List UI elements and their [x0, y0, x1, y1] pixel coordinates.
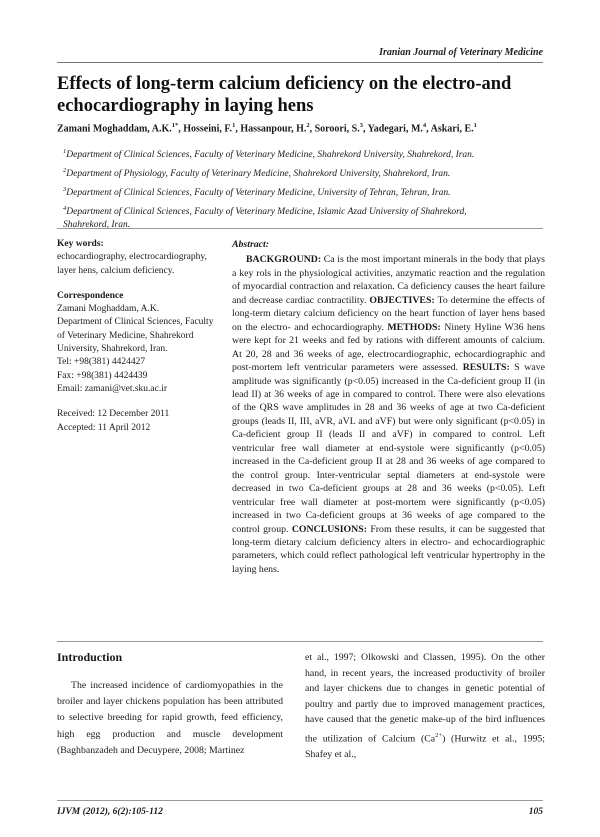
- affiliation-text: Department of Physiology, Faculty of Veterinary Medicine, Shahrekord University, Shahrekord, Iran.: [66, 169, 451, 180]
- objectives-text: To determine the effects of long-term dietary calcium deficiency on the heart function of layer hens based on the electro- and echocardiography.: [232, 294, 545, 333]
- author-sup: 1: [232, 122, 236, 129]
- abstract-body: [232, 253, 545, 576]
- page-number: 105: [528, 807, 543, 817]
- results-label: RESULTS:: [462, 362, 510, 374]
- footer-divider: [57, 800, 543, 801]
- author-name: Hosseini, F.: [183, 123, 233, 135]
- background-text: Ca is the most important minerals in the body that plays a key rols in the physiological activities, anzymatic reaction and the regulation of myocardial contraction and relaxation. Ca deficiency causes the heart failure and decrease cardiac contractility.: [232, 254, 545, 306]
- affiliation-1: [63, 145, 543, 162]
- received-date: Received: 12 December 2011: [57, 409, 170, 420]
- intro-right-text-1: et al., 1997; Olkowski and Classen, 1995). On the other hand, in recent years, the increased productivity of broiler and layer chickens due to changes in genetic potential of poultry and partly due to improved management practices, have caused that the genetic make-up of the bird influences the utilization of Calcium (Ca: [305, 652, 545, 745]
- conclusions-label: CONCLUSIONS:: [291, 523, 367, 535]
- header-divider: [57, 62, 543, 63]
- author-name: Askari, E.: [430, 123, 474, 135]
- affiliation-num: 3: [63, 186, 67, 193]
- keywords-text: echocardiography, electrocardiography, layer hens, calcium deficiency.: [57, 252, 207, 276]
- author-list: Zamani Moghaddam, A.K.$^{1*}$, Hosseini, F.$^1$, Hassanpour, H.$^2$, Soroori, S.$^3$, Yadegari, M.$^4$, Askari, E.$^1$: [57, 122, 477, 135]
- correspondence-label: Correspondence: [57, 290, 124, 301]
- author-name: Yadegari, M.: [367, 123, 423, 135]
- introduction-continued: [305, 650, 545, 762]
- correspondence-address: Department of Clinical Sciences, Faculty of Veterinary Medicine, Shahrekord University, Shahrekord, Iran.: [57, 317, 214, 355]
- author-sup: 3: [359, 122, 363, 129]
- affiliation-2: [63, 164, 543, 181]
- correspondence-name: Zamani Moghaddam, A.K.: [57, 304, 160, 315]
- abstract-title: Abstract:: [232, 239, 270, 250]
- journal-header: Iranian Journal of Veterinary Medicine: [379, 47, 543, 58]
- calcium-charge: 2+: [435, 731, 443, 739]
- author-name: Zamani Moghaddam, A.K.: [57, 123, 172, 135]
- keywords-label: Key words:: [57, 239, 104, 249]
- methods-text: Ninety Hyline W36 hens were kept for 21 weeks and fed by rations with different amounts of calcium. At 20, 28 and 36 weeks of age, electrocardiographic, echocardiographic and post-mortem left ventricular parameters were assessed.: [232, 321, 545, 374]
- author-sup: 2: [306, 122, 310, 129]
- affiliation-divider: [57, 228, 543, 229]
- author-sup: 1*: [171, 122, 179, 129]
- affiliation-text: Department of Clinical Sciences, Faculty of Veterinary Medicine, Islamic Azad University of Shahrekord, Shahrekord, Iran.: [63, 207, 467, 231]
- article-title: Effects of long-term calcium deficiency on the electro-and echocardiography in laying hens: [57, 74, 512, 116]
- introduction-paragraph: The increased incidence of cardiomyopathies in the broiler and layer chickens population has been attributed to selective breeding for rapid growth, feed efficiency, high egg production and muscle development (Baghbanzadeh and Decuypere, 2008; Martinez: [57, 680, 283, 756]
- background-label: BACKGROUND:: [246, 254, 322, 266]
- results-text: S wave amplitude was significantly (p<0.05) increased in the Ca-deficient group II (in lead II) at 36 weeks of age in compared to control. There were also elevations of the QRS wave amplitudes in 28 and 36 weeks of age at two Ca-deficient groups (leads II, III, aVR, aVL and aVF) but were only significant (p<0.05) in Ca-deficient group II (leads II and aVF) in compared to control. Left ventricular free wall diameter at end-systole were significantly (p<0.05) increased in the Ca-deficient group II at 28 and 36 weeks of age compared to the control group. Inter-ventricular septal diameters at end-systole were decreased in two Ca-deficient groups at 28 and 36 weeks (p<0.05). Left ventricular free wall diameter at post-mortem were significantly (p<0.05) increased in two Ca-deficient groups at 36 weeks of age compared to the control group.: [232, 362, 545, 535]
- author-sup: 4: [422, 122, 427, 129]
- correspondence-email[interactable]: Email: zamani@vet.sku.ac.ir: [57, 383, 168, 394]
- conclusions-text: From these results, it can be suggested that long-term dietary calcium deficiency alters in electro- and echocardiographic parameters, which could reflect pathological left ventricular hypertrophy in the laying hens.: [232, 523, 545, 575]
- affiliation-3: [63, 183, 543, 200]
- author-name: Hassanpour, H.: [240, 123, 307, 135]
- affiliation-text: Department of Clinical Sciences, Faculty of Veterinary Medicine, University of Tehran, Tehran, Iran.: [66, 188, 451, 199]
- dates-block: [57, 408, 217, 435]
- correspondence-fax: Fax: +98(381) 4424439: [57, 370, 148, 381]
- correspondence-block: [57, 290, 217, 396]
- affiliation-num: 2: [63, 167, 67, 174]
- methods-label: METHODS:: [387, 321, 441, 333]
- sidebar-metadata: [57, 238, 217, 447]
- introduction-left-column: [57, 678, 283, 759]
- intro-right-text-2: ) (Hurwitz et al., 1995; Shafey et al.,: [305, 733, 545, 760]
- accepted-date: Accepted: 11 April 2012: [57, 422, 151, 433]
- correspondence-tel: Tel: +98(381) 4424427: [57, 357, 146, 368]
- affiliation-text: Department of Clinical Sciences, Faculty of Veterinary Medicine, Shahrekord University, Shahrekord, Iran.: [66, 150, 475, 161]
- introduction-right-column: [305, 650, 545, 762]
- body-divider: [57, 641, 543, 642]
- abstract: [232, 238, 545, 576]
- keywords-block: [57, 238, 217, 278]
- introduction-heading: Introduction: [57, 650, 123, 664]
- footer-citation: IJVM (2012), 6(2):105-112: [57, 807, 163, 817]
- author-sup: 1: [473, 122, 477, 129]
- objectives-label: OBJECTIVES:: [369, 294, 435, 306]
- author-name: Soroori, S.: [314, 123, 360, 135]
- affiliation-num: 4: [63, 205, 67, 212]
- affiliation-num: 1: [63, 148, 67, 155]
